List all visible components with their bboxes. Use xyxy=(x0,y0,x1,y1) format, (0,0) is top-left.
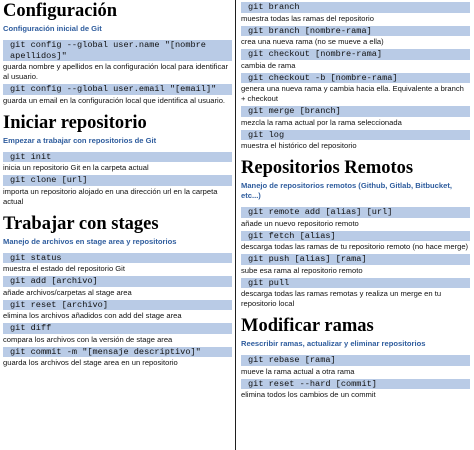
section-title: Configuración xyxy=(3,1,118,21)
command-code: git push [alias] [rama] xyxy=(241,254,470,265)
command-code: git reset [archivo] xyxy=(3,300,232,311)
command-list xyxy=(3,152,232,207)
command-code: git commit -m "[mensaje descriptivo]" xyxy=(3,347,232,358)
command-code: git rebase [rama] xyxy=(241,355,470,366)
command-description: añade archivos/carpetas al stage area xyxy=(3,287,132,297)
column-divider xyxy=(235,0,236,450)
command-description: guarda un email en la configuración local que identifica al usuario. xyxy=(3,95,226,105)
command-code: git reset --hard [commit] xyxy=(241,379,470,390)
command-list xyxy=(241,355,470,400)
command-code: git config --global user.name "[nombre apellidos]" xyxy=(3,40,232,61)
command-description: muestra el estado del repositorio Git xyxy=(3,264,125,273)
command-description: importa un repositorio alojado en una dirección url en la carpeta actual xyxy=(3,186,218,206)
command-description: descarga todas las ramas remotas y realiza un merge en tu repositorio local xyxy=(241,289,442,308)
command-description: añade un nuevo repositorio remoto xyxy=(241,218,359,228)
command-description: muestra el histórico del repositorio xyxy=(241,141,357,150)
section-modificar-ramas xyxy=(241,315,470,400)
command-description: descarga todas las ramas de tu repositorio remoto (no hace merge) xyxy=(241,242,469,251)
command-description: genera una nueva rama y cambia hacia ella. Equivalente a branch + checkout xyxy=(241,84,464,103)
command-description: mezcla la rama actual por la rama seleccionada xyxy=(241,117,402,127)
command-description: guarda los archivos del stage area en un repositorio xyxy=(3,358,178,367)
command-code: git clone [url] xyxy=(3,175,232,186)
command-description: elimina todos los cambios de un commit xyxy=(241,390,376,399)
command-code: git merge [branch] xyxy=(241,106,470,117)
section-subtitle: Reescribir ramas, actualizar y eliminar repositorios xyxy=(241,339,426,348)
section-subtitle: Manejo de repositorios remotos (Github, Gitlab, Bitbucket, etc...) xyxy=(241,181,452,200)
command-description: sube esa rama al repositorio remoto xyxy=(241,265,363,275)
command-code: git branch [nombre-rama] xyxy=(241,26,470,37)
section-title: Iniciar repositorio xyxy=(3,112,147,133)
section-title: Modificar ramas xyxy=(241,316,374,336)
section-title: Repositorios Remotos xyxy=(241,158,414,178)
command-description: mueve la rama actual a otra rama xyxy=(241,366,355,376)
left-column xyxy=(3,0,232,369)
right-column xyxy=(241,0,470,401)
command-list xyxy=(241,207,470,309)
command-list xyxy=(241,2,470,151)
command-code: git log xyxy=(241,130,470,141)
command-code: git checkout [nombre-rama] xyxy=(241,49,470,60)
command-description: guarda nombre y apellidos en la configuración local para identificar al usuario. xyxy=(3,62,228,81)
section-iniciar-repositorio xyxy=(3,112,232,207)
command-code: git diff xyxy=(3,323,232,334)
command-code: git fetch [alias] xyxy=(241,231,470,242)
section-title: Trabajar con stages xyxy=(3,213,159,234)
section-subtitle: Empezar a trabajar con repositorios de Git xyxy=(3,135,157,145)
command-description: crea una nueva rama (no se mueve a ella) xyxy=(241,37,384,46)
section-configuracion xyxy=(3,0,232,106)
command-description: muestra todas las ramas del repositorio xyxy=(241,13,374,23)
command-list xyxy=(3,40,232,106)
command-code: git remote add [alias] [url] xyxy=(241,207,470,218)
command-code: git pull xyxy=(241,278,470,289)
command-code: git init xyxy=(3,152,232,163)
section-repositorios-remotos xyxy=(241,157,470,309)
command-description: elimina los archivos añadidos con add del stage area xyxy=(3,311,182,320)
section-ramas xyxy=(241,2,470,151)
command-code: git config --global user.email "[email]" xyxy=(3,84,232,95)
section-subtitle: Configuración inicial de Git xyxy=(3,24,102,33)
command-description: inicia un repositorio Git en la carpeta actual xyxy=(3,163,149,172)
command-code: git status xyxy=(3,253,232,264)
command-code: git branch xyxy=(241,2,470,13)
command-description: compara los archivos con la versión de stage area xyxy=(3,334,173,344)
command-code: git checkout -b [nombre-rama] xyxy=(241,73,470,84)
section-subtitle: Manejo de archivos en stage area y repositorios xyxy=(3,236,177,246)
command-description: cambia de rama xyxy=(241,60,296,70)
section-trabajar-con-stages xyxy=(3,213,232,369)
command-list xyxy=(3,253,232,369)
command-code: git add [archivo] xyxy=(3,276,232,287)
